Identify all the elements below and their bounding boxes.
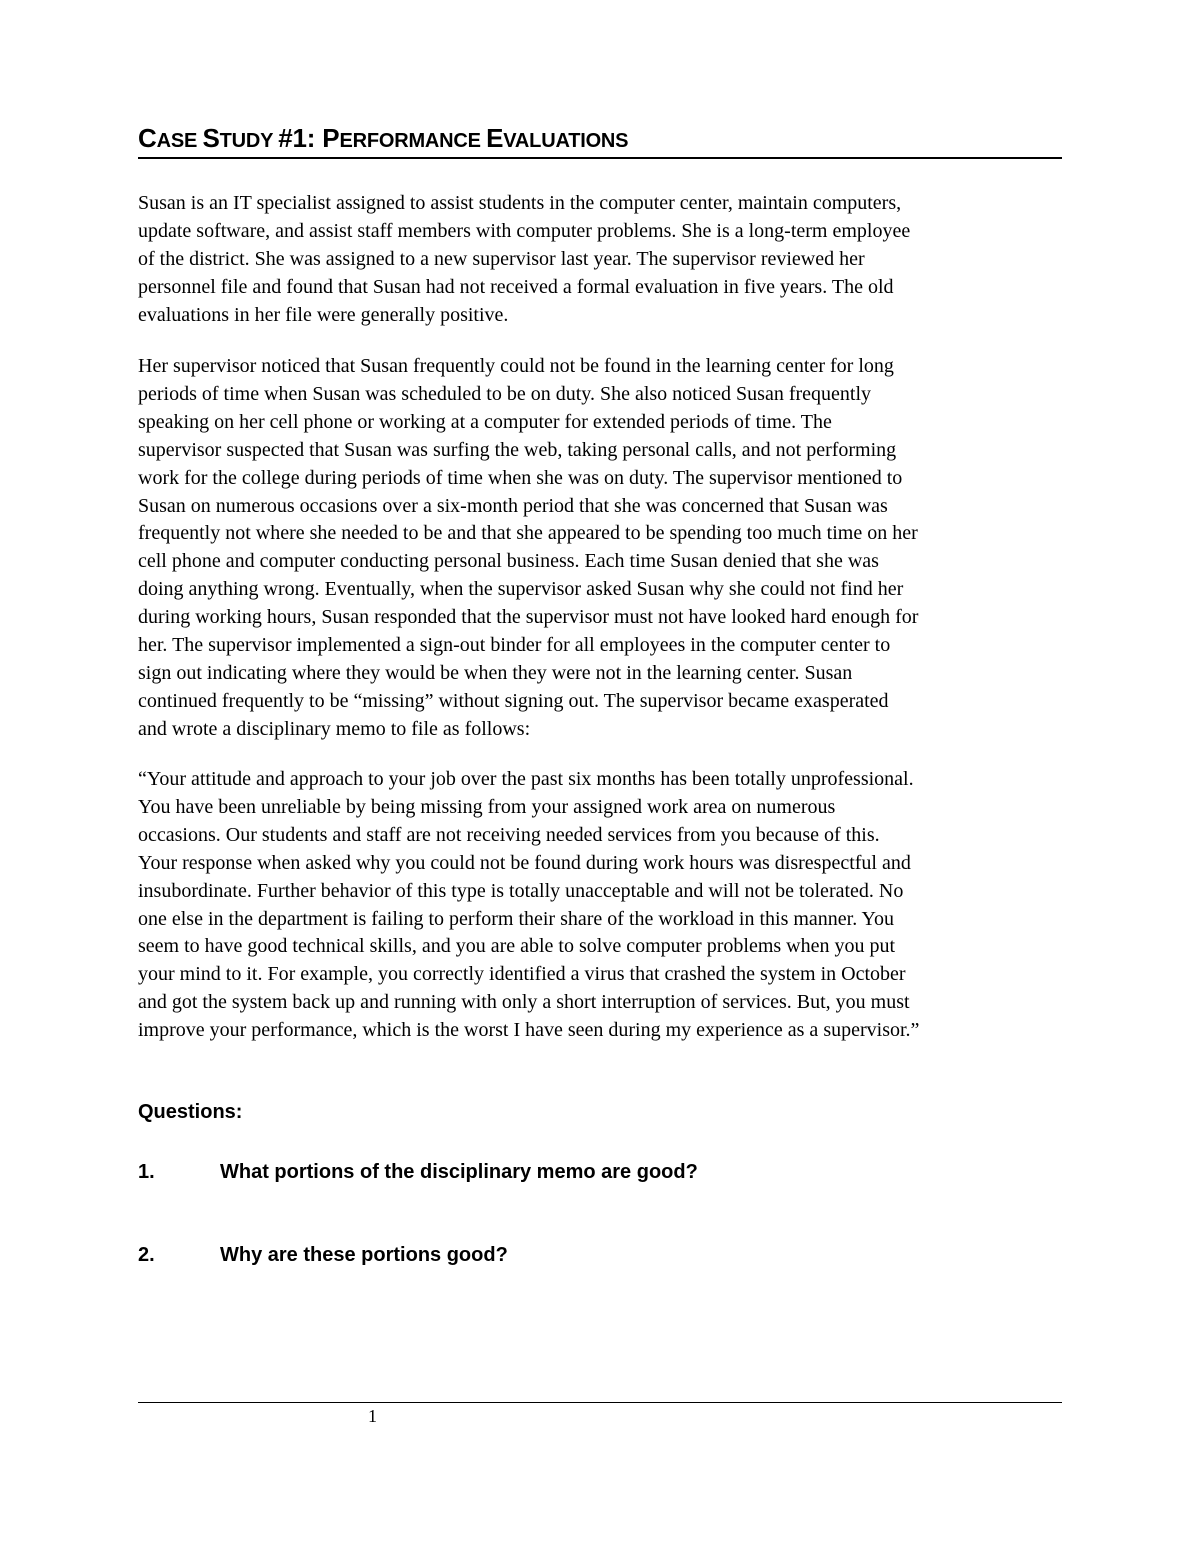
- paragraph-line: and wrote a disciplinary memo to file as follows:: [138, 717, 531, 740]
- questions-heading: Questions:: [138, 1101, 243, 1123]
- paragraph-line: Susan on numerous occasions over a six-month period that she was concerned that Susan was: [138, 494, 888, 517]
- paragraph-line: personnel file and found that Susan had not received a formal evaluation in five years. The old: [138, 275, 894, 298]
- paragraph-line: improve your performance, which is the worst I have seen during my experience as a supervisor.”: [138, 1019, 920, 1042]
- paragraph-line: cell phone and computer conducting personal business. Each time Susan denied that she was: [138, 550, 879, 573]
- paragraph-line: Your response when asked why you could not be found during work hours was disrespectful and: [138, 851, 911, 874]
- paragraph-line: sign out indicating where they would be when they were not in the learning center. Susan: [138, 661, 853, 684]
- paragraph-line: insubordinate. Further behavior of this type is totally unacceptable and will not be tolerated. No: [138, 879, 904, 902]
- question-text: What portions of the disciplinary memo are good?: [220, 1161, 698, 1183]
- paragraph-line: seem to have good technical skills, and you are able to solve computer problems when you put: [138, 935, 896, 958]
- paragraph-line: of the district. She was assigned to a new supervisor last year. The supervisor reviewed her: [138, 247, 865, 270]
- question-text: Why are these portions good?: [220, 1244, 508, 1266]
- title-segment: #1:: [278, 123, 323, 153]
- title-segment: C: [138, 123, 157, 153]
- paragraph-line: evaluations in her file were generally positive.: [138, 303, 509, 326]
- paragraph-line: your mind to it. For example, you correctly identified a virus that crashed the system in October: [138, 963, 906, 986]
- question-item: [138, 1241, 1062, 1269]
- paragraph-line: one else in the department is failing to perform their share of the workload in this manner. You: [138, 907, 894, 930]
- paragraph-line: occasions. Our students and staff are not receiving needed services from you because of this.: [138, 823, 880, 846]
- title-segment: TUDY: [219, 130, 279, 152]
- paragraph-line: during working hours, Susan responded that the supervisor must not have looked hard enough for: [138, 606, 919, 629]
- page-title: [138, 118, 1062, 161]
- disciplinary-memo-quote: [138, 766, 1062, 1045]
- question-item: [138, 1158, 1062, 1186]
- paragraph-line: Her supervisor noticed that Susan frequently could not be found in the learning center for long: [138, 355, 894, 377]
- title-segment: E: [486, 123, 504, 153]
- paragraph-line: Susan is an IT specialist assigned to assist students in the computer center, maintain computers,: [138, 192, 902, 214]
- paragraph-line: update software, and assist staff members with computer problems. She is a long-term employee: [138, 219, 911, 242]
- title-segment: S: [202, 123, 220, 153]
- paragraph-line: her. The supervisor implemented a sign-out binder for all employees in the computer center to: [138, 634, 891, 657]
- case-intro-paragraph: [138, 190, 1062, 330]
- question-number: 2.: [138, 1244, 155, 1266]
- paragraph-line: You have been unreliable by being missing from your assigned work area on numerous: [138, 795, 836, 818]
- paragraph-line: work for the college during periods of time when she was on duty. The supervisor mentioned to: [138, 466, 903, 489]
- title-segment: ASE: [156, 130, 203, 152]
- paragraph-line: and got the system back up and running with only a short interruption of services. But, you must: [138, 991, 910, 1014]
- paragraph-line: doing anything wrong. Eventually, when the supervisor asked Susan why she could not find her: [138, 578, 904, 601]
- paragraph-line: continued frequently to be “missing” without signing out. The supervisor became exasperated: [138, 689, 889, 712]
- paragraph-line: “Your attitude and approach to your job over the past six months has been totally unprofessional.: [138, 768, 914, 790]
- question-number: 1.: [138, 1161, 155, 1183]
- case-narrative-paragraph: [138, 353, 1062, 744]
- title-segment: P: [322, 123, 340, 153]
- title-segment: VALUATIONS: [503, 130, 629, 152]
- paragraph-line: speaking on her cell phone or working at a computer for extended periods of time. The: [138, 410, 832, 433]
- title-underline-divider: [138, 157, 1062, 159]
- page-number: 1: [368, 1406, 377, 1426]
- paragraph-line: frequently not where she needed to be and that she appeared to be spending too much time on her: [138, 522, 918, 545]
- title-segment: ERFORMANCE: [339, 130, 487, 152]
- paragraph-line: supervisor suspected that Susan was surfing the web, taking personal calls, and not performing: [138, 438, 897, 461]
- footer-divider: [138, 1402, 1062, 1403]
- paragraph-line: periods of time when Susan was scheduled to be on duty. She also noticed Susan frequently: [138, 382, 872, 405]
